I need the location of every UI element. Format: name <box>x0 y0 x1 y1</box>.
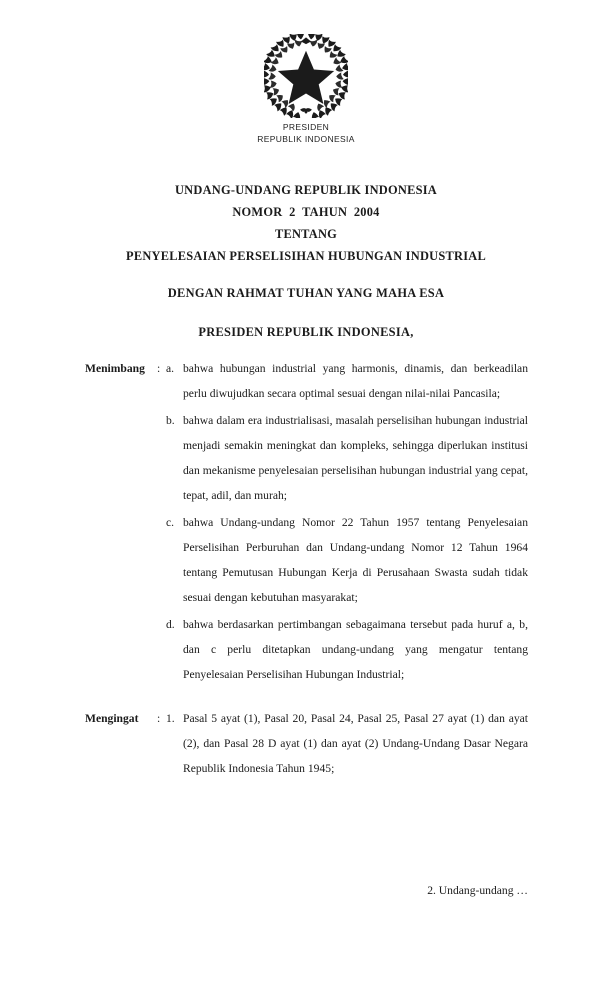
list-item <box>85 706 528 781</box>
item-text: bahwa dalam era industrialisasi, masalah perselisihan hubungan industrial menjadi semakin meningkat dan kompleks, sehingga diperlukan institusi dan mekanisme penyelesaian perselisihan hubungan industrial yang cepat, tepat, adil, dan murah; <box>183 414 528 502</box>
section-mengingat <box>85 706 528 781</box>
preamble-rahmat-block <box>0 284 612 302</box>
mengingat-items <box>85 706 528 781</box>
preamble-presiden: PRESIDEN REPUBLIK INDONESIA, <box>198 325 414 339</box>
emblem-block <box>0 34 612 145</box>
title-law-type: UNDANG-UNDANG REPUBLIK INDONESIA <box>174 183 438 197</box>
item-marker: d. <box>166 618 175 631</box>
item-text: bahwa berdasarkan pertimbangan sebagaimana tersebut pada huruf a, b, dan c perlu ditetapkan undang-undang yang mengatur tentang Penyelesaian Perselisihan Hubungan Industrial; <box>183 618 528 681</box>
preamble-rahmat: DENGAN RAHMAT TUHAN YANG MAHA ESA <box>167 286 445 300</box>
item-text: bahwa hubungan industrial yang harmonis, dinamis, dan berkeadilan perlu diwujudkan secara optimal sesuai dengan nilai-nilai Pancasila; <box>183 362 528 400</box>
title-tentang: TENTANG <box>274 227 338 241</box>
indonesian-presidential-star-wreath-emblem <box>264 34 348 118</box>
title-number-year: NOMOR 2 TAHUN 2004 <box>232 205 380 219</box>
item-marker: 1. <box>166 712 175 725</box>
section-label-menimbang: Menimbang <box>85 362 145 375</box>
item-marker: b. <box>166 414 175 427</box>
list-item <box>85 408 528 508</box>
emblem-caption-line-2: REPUBLIK INDONESIA <box>257 133 355 144</box>
document-title-block <box>0 179 612 267</box>
section-colon-mengingat: : <box>157 712 161 725</box>
section-label-mengingat: Mengingat <box>85 712 139 725</box>
section-menimbang <box>85 356 528 687</box>
item-text: Pasal 5 ayat (1), Pasal 20, Pasal 24, Pasal 25, Pasal 27 ayat (1) dan ayat (2), dan Pasal 28 D ayat (1) dan ayat (2) Undang-Undang Dasar Negara Republik Indonesia Tahun 1945; <box>183 712 528 775</box>
menimbang-items <box>85 356 528 687</box>
page-continuation-note: 2. Undang-undang … <box>427 884 528 897</box>
section-colon-menimbang: : <box>157 362 161 375</box>
list-item <box>85 356 528 406</box>
clause-sections <box>85 356 528 781</box>
item-marker: c. <box>166 516 175 529</box>
item-text: bahwa Undang-undang Nomor 22 Tahun 1957 tentang Penyelesaian Perselisihan Perburuhan dan Undang-undang Nomor 12 Tahun 1964 tentang Pemutusan Hubungan Kerja di Perusahaan Swasta sudah tidak sesuai dengan kebutuhan masyarakat; <box>183 516 528 604</box>
emblem-caption <box>0 122 612 145</box>
item-marker: a. <box>166 362 175 375</box>
title-subject: PENYELESAIAN PERSELISIHAN HUBUNGAN INDUSTRIAL <box>126 249 486 263</box>
list-item <box>85 612 528 687</box>
emblem-caption-line-1: PRESIDEN <box>282 122 330 132</box>
list-item <box>85 510 528 610</box>
